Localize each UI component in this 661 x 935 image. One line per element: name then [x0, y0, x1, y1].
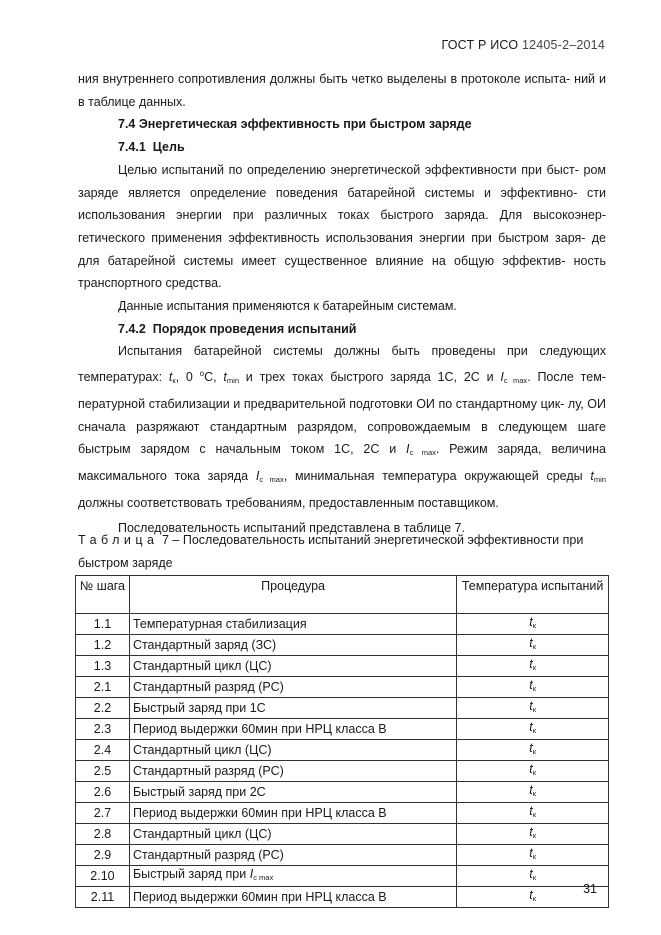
row-temperature: $t_к$	[457, 803, 609, 824]
row-step: 2.11	[76, 887, 130, 908]
row-procedure: Стандартный цикл (ЦС)	[129, 656, 456, 677]
table-row	[76, 824, 609, 845]
row-temperature: $t_к$	[457, 677, 609, 698]
purpose-paragraph: Целью испытаний по определению энергетической эффективности при быст- ром заряде является определение поведения батарейной системы и эффективно- сти использования энергии при различных токах быстрого заряда. Для высокоэнер- гетического применения эффективность использования энергии при быстром заря- де для батарейной системы имеет существенное влияние на общую эффектив- ность транспортного средства.	[78, 162, 606, 291]
row-temperature: $t_к$	[457, 656, 609, 677]
row-procedure: Период выдержки 60мин при НРЦ класса В	[129, 803, 456, 824]
row-procedure: Период выдержки 60мин при НРЦ класса В	[129, 887, 456, 908]
table-row	[76, 698, 609, 719]
row-procedure: Стандартный разряд (РС)	[129, 761, 456, 782]
row-step: 1.3	[76, 656, 130, 677]
test-sequence-table	[75, 575, 609, 908]
row-temperature: $t_к$	[457, 761, 609, 782]
table-row	[76, 614, 609, 635]
table-row	[76, 761, 609, 782]
row-step: 2.1	[76, 677, 130, 698]
header-step: № шага	[76, 576, 130, 614]
section-7-4-heading: 7.4 Энергетическая эффективность при быстром заряде	[118, 117, 472, 132]
row-step: 1.2	[76, 635, 130, 656]
row-step: 2.7	[76, 803, 130, 824]
header-temperature: Температура испытаний	[457, 576, 609, 614]
table-caption-text: 7 – Последовательность испытаний энергетической эффективности при быстром заряде	[78, 533, 584, 570]
row-procedure: Быстрый заряд при $I_{c max}$	[129, 866, 456, 887]
table-row	[76, 740, 609, 761]
header-standard: ГОСТ Р ИСО	[441, 38, 519, 52]
table-row	[76, 719, 609, 740]
table-row	[76, 677, 609, 698]
row-temperature: $t_к$	[457, 698, 609, 719]
table-row	[76, 803, 609, 824]
header-number: 12405-2–2014	[521, 38, 605, 52]
row-procedure: Стандартный разряд (РС)	[129, 845, 456, 866]
row-procedure: Стандартный цикл (ЦС)	[129, 824, 456, 845]
table-header-row	[76, 576, 609, 614]
row-temperature: $t_к$	[457, 740, 609, 761]
applies-paragraph: Данные испытания применяются к батарейным системам.	[118, 299, 457, 314]
section-7-4-1-heading: 7.4.1 Цель	[118, 140, 185, 155]
row-procedure: Период выдержки 60мин при НРЦ класса В	[129, 719, 456, 740]
table-row	[76, 845, 609, 866]
row-temperature: $t_к$	[457, 635, 609, 656]
row-temperature: $t_к$	[457, 866, 609, 887]
row-procedure: Температурная стабилизация	[129, 614, 456, 635]
section-7-4-2-heading: 7.4.2 Порядок проведения испытаний	[118, 321, 357, 336]
row-temperature: $t_к$	[457, 887, 609, 908]
row-step: 1.1	[76, 614, 130, 635]
row-procedure: Стандартный разряд (РС)	[129, 677, 456, 698]
row-step: 2.9	[76, 845, 130, 866]
row-step: 2.4	[76, 740, 130, 761]
row-procedure: Стандартный заряд (ЗС)	[129, 635, 456, 656]
row-step: 2.6	[76, 782, 130, 803]
row-procedure: Быстрый заряд при 2С	[129, 782, 456, 803]
row-temperature: $t_к$	[457, 845, 609, 866]
header-procedure: Процедура	[129, 576, 456, 614]
row-step: 2.10	[76, 866, 130, 887]
sequence-paragraph: Последовательность испытаний представлена в таблице 7.	[118, 520, 465, 535]
document-header	[441, 38, 605, 52]
table-row	[76, 866, 609, 887]
procedure-paragraph: Испытания батарейной системы должны быть проведены при следующих температурах: $t_к$, 0 $^о$С, $t_{min}$ и трех токах быстрого заряда 1С, 2С и $I_{c max}$. После тем- пературной стабилизации и предварительной подготовки ОИ по стандартному цик- лу, ОИ сначала разряжают стандартным разрядом, сопровождаемым в следующем шаге быстрым зарядом с начальным током 1С, 2С и $I_{c max}$. Режим заряда, величина максимального тока заряда $I_{c max}$, минимальная температура окружающей среды $t_{min}$ должны соответствовать требованиям, предоставленным поставщиком.	[78, 344, 606, 510]
row-temperature: $t_к$	[457, 614, 609, 635]
row-procedure: Быстрый заряд при 1С	[129, 698, 456, 719]
table-caption	[78, 529, 606, 574]
row-step: 2.2	[76, 698, 130, 719]
table-row	[76, 635, 609, 656]
table-row	[76, 656, 609, 677]
table-row	[76, 887, 609, 908]
row-temperature: $t_к$	[457, 719, 609, 740]
row-step: 2.5	[76, 761, 130, 782]
row-step: 2.8	[76, 824, 130, 845]
table-caption-label: Таблица	[78, 533, 159, 547]
body-text	[78, 68, 606, 539]
row-step: 2.3	[76, 719, 130, 740]
row-temperature: $t_к$	[457, 782, 609, 803]
row-temperature: $t_к$	[457, 824, 609, 845]
table-row	[76, 782, 609, 803]
table-body	[76, 614, 609, 908]
intro-paragraph: ния внутреннего сопротивления должны быть четко выделены в протоколе испыта- ний и в таблице данных.	[78, 72, 606, 109]
page-number: 31	[583, 882, 597, 896]
row-procedure: Стандартный цикл (ЦС)	[129, 740, 456, 761]
